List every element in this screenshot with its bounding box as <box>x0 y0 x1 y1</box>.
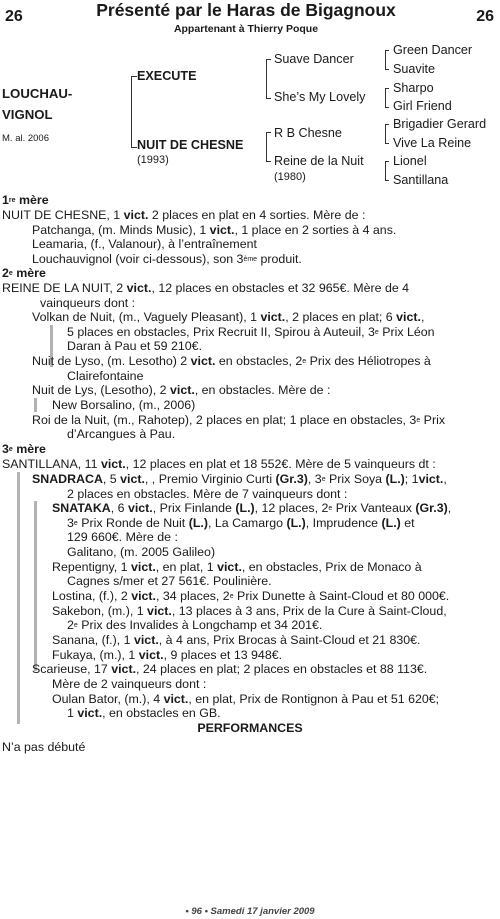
section-heading-second-dam: 2e mère <box>2 266 46 280</box>
lot-number-right: 26 <box>476 8 494 25</box>
pedigree-text-line: SNATAKA, 6 vict., Prix Finlande (L.), 12 places, 2e Prix Vanteaux (Gr.3), <box>52 501 452 515</box>
pedigree-text-line: Volkan de Nuit, (m., Vaguely Pleasant), 1 vict., 2 places en plat; 6 vict., <box>32 310 425 324</box>
pedigree-text-line: 1 vict., en obstacles en GB. <box>67 706 221 720</box>
pedigree-text-line: Roi de la Nuit, (m., Rahotep), 2 places en plat; 1 place en obstacles, 3e Prix <box>32 413 446 427</box>
pedigree-grandsire-1: Suave Dancer <box>274 52 354 66</box>
pedigree-ggp-5: Brigadier Gerard <box>393 117 487 131</box>
pedigree-text-line: vainqueurs dont : <box>40 296 136 310</box>
pedigree-granddam-2-year: (1980) <box>274 171 306 183</box>
pedigree-text-line: Oulan Bator, (m.), 4 vict., en plat, Prix de Rontignon à Pau et 51 620€; <box>52 692 440 706</box>
pedigree-grandsire-2: R B Chesne <box>274 126 342 140</box>
pedigree-line <box>385 124 389 125</box>
pedigree-text-line: Nuit de Lys, (Lesotho), 2 vict., en obstacles. Mère de : <box>32 383 331 397</box>
pedigree-line <box>131 76 132 148</box>
indent-bar <box>34 501 37 671</box>
pedigree-ggp-2: Suavite <box>393 62 436 76</box>
pedigree-dam-year: (1993) <box>137 154 169 166</box>
pedigree-line <box>385 50 389 51</box>
page-footer: • 96 • Samedi 17 janvier 2009 <box>185 906 315 917</box>
pedigree-text-line: SNADRACA, 5 vict., , Premio Virginio Curti (Gr.3), 3e Prix Soya (L.); 1vict., <box>32 472 447 486</box>
indent-bar <box>17 472 20 724</box>
pedigree-ggp-8: Santillana <box>393 173 449 187</box>
pedigree-line <box>385 161 386 181</box>
pedigree-text-line: Lostina, (f.), 2 vict., 34 places, 2e Prix Dunette à Saint-Cloud et 80 000€. <box>52 589 450 603</box>
pedigree-line <box>385 143 389 144</box>
pedigree-text-line: 2 places en obstacles. Mère de 7 vainqueurs dont : <box>67 487 348 501</box>
pedigree-text-line: 3e Prix Ronde de Nuit (L.), La Camargo (L.), Imprudence (L.) et <box>67 516 415 530</box>
pedigree-text-line: 2e Prix des Invalides à Longchamp et 34 201€. <box>67 618 323 632</box>
pedigree-line <box>385 107 389 108</box>
lot-number-left: 26 <box>5 8 23 25</box>
pedigree-text-line: REINE DE LA NUIT, 2 vict., 12 places en obstacles et 32 965€. Mère de 4 <box>2 281 410 295</box>
horse-name-line1: LOUCHAU- <box>2 86 73 101</box>
pedigree-dam: NUIT DE CHESNE <box>137 138 244 152</box>
pedigree-text-line: SANTILLANA, 11 vict., 12 places en plat et 18 552€. Mère de 5 vainqueurs dt : <box>2 457 436 471</box>
pedigree-line <box>385 50 386 70</box>
pedigree-text-line: Sakebon, (m.), 1 vict., 13 places à 3 ans, Prix de la Cure à Saint-Cloud, <box>52 604 447 618</box>
pedigree-ggp-6: Vive La Reine <box>393 136 472 150</box>
pedigree-granddam-2: Reine de la Nuit <box>274 154 364 168</box>
pedigree-text-line: Mère de 2 vainqueurs dont : <box>52 677 207 691</box>
pedigree-ggp-3: Sharpo <box>393 81 434 95</box>
pedigree-text-line: d’Arcangues à Pau. <box>67 427 176 441</box>
pedigree-line <box>385 161 389 162</box>
pedigree-line <box>266 59 271 60</box>
indent-bar <box>34 398 37 412</box>
pedigree-sire: EXECUTE <box>137 69 197 83</box>
performances-text: N’a pas débuté <box>2 740 86 754</box>
pedigree-text-line: Daran à Pau et 59 210€. <box>67 339 203 353</box>
pedigree-line <box>266 132 267 162</box>
pedigree-text-line: Louchauvignol (voir ci-dessous), son 3ème produit. <box>32 252 302 266</box>
pedigree-text-line: Scarieuse, 17 vict., 24 places en plat; 2 places en obstacles et 88 113€. <box>32 662 428 676</box>
pedigree-line <box>385 180 389 181</box>
horse-info: M. al. 2006 <box>2 133 49 144</box>
pedigree-text-line: Clairefontaine <box>67 369 144 383</box>
pedigree-ggp-1: Green Dancer <box>393 43 473 57</box>
pedigree-line <box>266 161 271 162</box>
pedigree-text-line: 129 660€. Mère de : <box>67 530 178 544</box>
pedigree-text-line: Fukaya, (m.), 1 vict., 9 places et 13 948€. <box>52 648 283 662</box>
pedigree-text-line: Sanana, (f.), 1 vict., à 4 ans, Prix Brocas à Saint-Cloud et 21 830€. <box>52 633 421 647</box>
section-heading-first-dam: 1re mère <box>2 193 49 207</box>
pedigree-text-line: Leamaria, (f., Valanour), à l’entraînement <box>32 237 257 251</box>
page-title: Présenté par le Haras de Bigagnoux <box>96 0 396 20</box>
pedigree-line <box>266 98 271 99</box>
pedigree-text-line: NUIT DE CHESNE, 1 vict. 2 places en plat en 4 sorties. Mère de : <box>2 208 366 222</box>
pedigree-text-line: Galitano, (m. 2005 Galileo) <box>67 545 216 559</box>
pedigree-granddam-1: She’s My Lovely <box>274 90 366 104</box>
pedigree-line <box>266 59 267 99</box>
pedigree-text-line: Nuit de Lyso, (m. Lesotho) 2 vict. en obstacles, 2e Prix des Héliotropes à <box>32 354 431 368</box>
pedigree-ggp-4: Girl Friend <box>393 99 452 113</box>
pedigree-text-line: Cagnes s/mer et 27 561€. Poulinière. <box>67 574 272 588</box>
owner-subtitle: Appartenant à Thierry Poque <box>173 23 319 35</box>
pedigree-text-line: Repentigny, 1 vict., en plat, 1 vict., en obstacles, Prix de Monaco à <box>52 560 422 574</box>
pedigree-line <box>385 88 386 108</box>
pedigree-text-line: 5 places en obstacles, Prix Recruit II, Spirou à Auteuil, 3e Prix Léon <box>67 325 435 339</box>
pedigree-ggp-7: Lionel <box>393 154 427 168</box>
pedigree-line <box>385 88 389 89</box>
section-heading-third-dam: 3e mère <box>2 442 46 456</box>
pedigree-line <box>266 132 271 133</box>
pedigree-line <box>385 69 389 70</box>
pedigree-line <box>385 124 386 144</box>
pedigree-text-line: New Borsalino, (m., 2006) <box>52 398 196 412</box>
pedigree-text-line: Patchanga, (m. Minds Music), 1 vict., 1 place en 2 sorties à 4 ans. <box>32 223 397 237</box>
performances-heading: PERFORMANCES <box>197 721 303 735</box>
horse-name-line2: VIGNOL <box>2 107 53 122</box>
